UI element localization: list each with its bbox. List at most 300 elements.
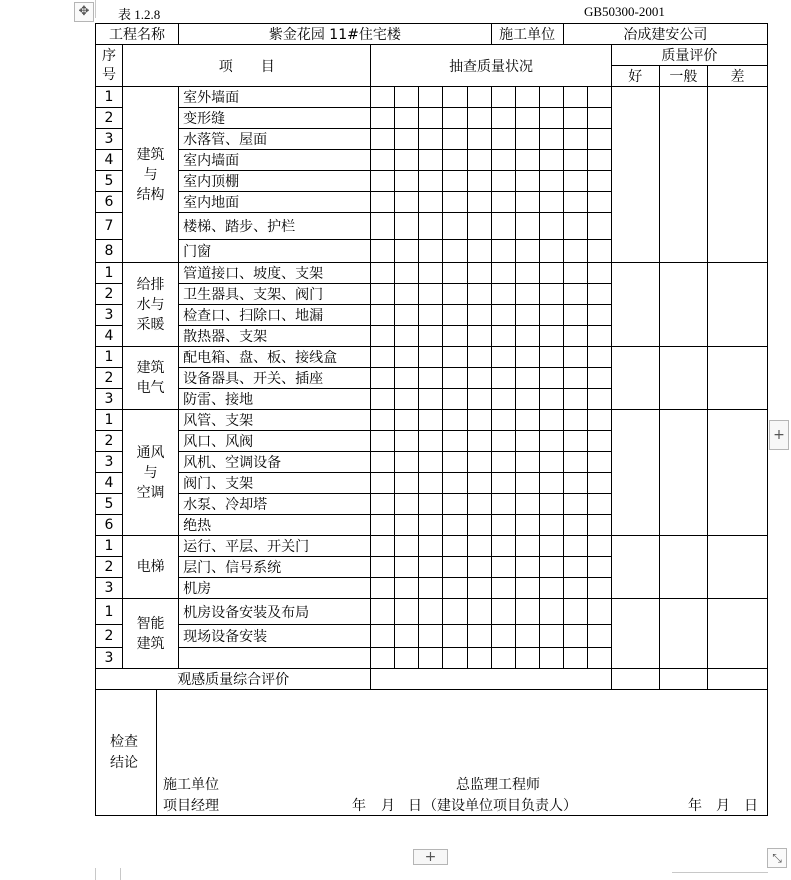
sampling-cell[interactable] (539, 171, 563, 192)
sampling-cell[interactable] (563, 213, 587, 240)
sampling-cell[interactable] (371, 557, 395, 578)
sampling-cell[interactable] (371, 171, 395, 192)
sampling-cell[interactable] (563, 368, 587, 389)
sampling-cell[interactable] (371, 129, 395, 150)
sampling-cell[interactable] (419, 473, 443, 494)
sampling-cell[interactable] (467, 431, 491, 452)
general-cell[interactable] (659, 263, 707, 347)
sampling-cell[interactable] (515, 108, 539, 129)
sampling-cell[interactable] (395, 599, 419, 625)
sampling-cell[interactable] (395, 557, 419, 578)
sampling-cell[interactable] (371, 389, 395, 410)
sampling-cell[interactable] (491, 150, 515, 171)
sampling-cell[interactable] (395, 368, 419, 389)
sampling-cell[interactable] (587, 473, 611, 494)
sampling-cell[interactable] (371, 625, 395, 648)
sampling-cell[interactable] (515, 240, 539, 263)
sampling-cell[interactable] (443, 515, 467, 536)
sampling-cell[interactable] (491, 263, 515, 284)
item-text: 层门、信号系统 (179, 557, 371, 578)
sampling-cell[interactable] (395, 431, 419, 452)
sampling-cell[interactable] (395, 213, 419, 240)
sampling-cell[interactable] (563, 389, 587, 410)
sampling-cell[interactable] (563, 431, 587, 452)
sampling-cell[interactable] (539, 578, 563, 599)
sampling-cell[interactable] (539, 347, 563, 368)
sampling-cell[interactable] (371, 494, 395, 515)
sampling-cell[interactable] (515, 87, 539, 108)
sampling-cell[interactable] (563, 452, 587, 473)
sampling-cell[interactable] (395, 347, 419, 368)
sampling-cell[interactable] (419, 599, 443, 625)
general-cell[interactable] (659, 536, 707, 599)
sampling-cell[interactable] (443, 171, 467, 192)
sampling-cell[interactable] (539, 368, 563, 389)
sampling-cell[interactable] (515, 171, 539, 192)
sampling-cell[interactable] (515, 625, 539, 648)
sampling-cell[interactable] (587, 648, 611, 669)
sampling-cell[interactable] (563, 305, 587, 326)
table-resize-icon[interactable]: ⤡ (767, 848, 787, 868)
sampling-cell[interactable] (587, 213, 611, 240)
sampling-cell[interactable] (587, 494, 611, 515)
sampling-cell[interactable] (371, 87, 395, 108)
sampling-cell[interactable] (371, 515, 395, 536)
sampling-cell[interactable] (515, 452, 539, 473)
sampling-cell[interactable] (395, 536, 419, 557)
sampling-cell[interactable] (419, 213, 443, 240)
sampling-cell[interactable] (395, 648, 419, 669)
sampling-cell[interactable] (539, 625, 563, 648)
sampling-cell[interactable] (515, 347, 539, 368)
sampling-cell[interactable] (515, 263, 539, 284)
sampling-cell[interactable] (371, 240, 395, 263)
sampling-cell[interactable] (371, 347, 395, 368)
sampling-cell[interactable] (419, 87, 443, 108)
sampling-cell[interactable] (539, 213, 563, 240)
sampling-cell[interactable] (419, 648, 443, 669)
sampling-cell[interactable] (515, 431, 539, 452)
sampling-cell[interactable] (587, 557, 611, 578)
sampling-cell[interactable] (491, 326, 515, 347)
sampling-cell[interactable] (467, 494, 491, 515)
sampling-cell[interactable] (419, 431, 443, 452)
sampling-cell[interactable] (467, 326, 491, 347)
sampling-cell[interactable] (371, 150, 395, 171)
sampling-cell[interactable] (467, 87, 491, 108)
sampling-cell[interactable] (539, 452, 563, 473)
sampling-cell[interactable] (587, 452, 611, 473)
sampling-cell[interactable] (491, 368, 515, 389)
sampling-cell[interactable] (491, 347, 515, 368)
sampling-cell[interactable] (539, 515, 563, 536)
sampling-cell[interactable] (371, 368, 395, 389)
sampling-cell[interactable] (587, 389, 611, 410)
sampling-cell[interactable] (419, 389, 443, 410)
sampling-cell[interactable] (539, 557, 563, 578)
general-cell[interactable] (659, 599, 707, 669)
sampling-cell[interactable] (467, 263, 491, 284)
sampling-cell[interactable] (371, 410, 395, 431)
sampling-cell[interactable] (371, 284, 395, 305)
sampling-cell[interactable] (539, 536, 563, 557)
sampling-cell[interactable] (563, 284, 587, 305)
sampling-cell[interactable] (587, 192, 611, 213)
sampling-cell[interactable] (443, 284, 467, 305)
sampling-cell[interactable] (419, 494, 443, 515)
sampling-cell[interactable] (587, 326, 611, 347)
sampling-cell[interactable] (563, 578, 587, 599)
sampling-cell[interactable] (419, 536, 443, 557)
sampling-cell[interactable] (563, 410, 587, 431)
good-cell[interactable] (611, 87, 659, 263)
sampling-cell[interactable] (443, 305, 467, 326)
sampling-cell[interactable] (587, 240, 611, 263)
sampling-cell[interactable] (419, 305, 443, 326)
sampling-cell[interactable] (539, 87, 563, 108)
poor-cell[interactable] (707, 536, 767, 599)
sampling-cell[interactable] (515, 410, 539, 431)
sampling-cell[interactable] (563, 347, 587, 368)
sampling-cell[interactable] (443, 494, 467, 515)
sampling-cell[interactable] (443, 326, 467, 347)
sampling-cell[interactable] (443, 389, 467, 410)
table-move-handle-icon[interactable]: ✥ (74, 2, 94, 22)
sampling-cell[interactable] (419, 515, 443, 536)
sampling-cell[interactable] (467, 648, 491, 669)
poor-cell[interactable] (707, 263, 767, 347)
sampling-cell[interactable] (467, 452, 491, 473)
sampling-cell[interactable] (539, 599, 563, 625)
sampling-cell[interactable] (491, 599, 515, 625)
sampling-cell[interactable] (539, 389, 563, 410)
sampling-cell[interactable] (467, 599, 491, 625)
sampling-cell[interactable] (491, 494, 515, 515)
sampling-cell[interactable] (467, 368, 491, 389)
sampling-cell[interactable] (515, 473, 539, 494)
poor-cell[interactable] (707, 87, 767, 263)
sampling-cell[interactable] (467, 625, 491, 648)
sampling-cell[interactable] (395, 494, 419, 515)
sampling-cell[interactable] (587, 599, 611, 625)
add-column-button[interactable]: + (769, 420, 789, 450)
sampling-cell[interactable] (515, 213, 539, 240)
sampling-cell[interactable] (467, 536, 491, 557)
overall-general-cell[interactable] (659, 669, 707, 690)
sampling-cell[interactable] (371, 263, 395, 284)
sampling-cell[interactable] (443, 108, 467, 129)
sampling-cell[interactable] (587, 108, 611, 129)
sampling-cell[interactable] (491, 578, 515, 599)
sampling-cell[interactable] (515, 599, 539, 625)
sampling-cell[interactable] (467, 192, 491, 213)
sampling-cell[interactable] (491, 213, 515, 240)
sampling-cell[interactable] (491, 129, 515, 150)
sampling-cell[interactable] (539, 305, 563, 326)
sampling-cell[interactable] (491, 452, 515, 473)
sampling-cell[interactable] (491, 171, 515, 192)
sampling-cell[interactable] (539, 263, 563, 284)
sampling-cell[interactable] (467, 389, 491, 410)
sampling-cell[interactable] (395, 87, 419, 108)
sampling-cell[interactable] (443, 452, 467, 473)
sampling-cell[interactable] (443, 368, 467, 389)
poor-cell[interactable] (707, 599, 767, 669)
sampling-cell[interactable] (539, 410, 563, 431)
sampling-cell[interactable] (467, 213, 491, 240)
sampling-cell[interactable] (443, 625, 467, 648)
sampling-cell[interactable] (371, 108, 395, 129)
sampling-cell[interactable] (563, 557, 587, 578)
sampling-cell[interactable] (491, 625, 515, 648)
sampling-cell[interactable] (395, 515, 419, 536)
sampling-cell[interactable] (515, 494, 539, 515)
sampling-cell[interactable] (419, 578, 443, 599)
sampling-cell[interactable] (371, 452, 395, 473)
sampling-cell[interactable] (587, 431, 611, 452)
sampling-cell[interactable] (419, 171, 443, 192)
sampling-cell[interactable] (467, 473, 491, 494)
sampling-cell[interactable] (563, 494, 587, 515)
sampling-cell[interactable] (515, 578, 539, 599)
sampling-cell[interactable] (587, 347, 611, 368)
add-row-button[interactable]: + (413, 849, 448, 865)
sampling-cell[interactable] (515, 648, 539, 669)
general-cell[interactable] (659, 87, 707, 263)
sampling-cell[interactable] (395, 625, 419, 648)
sampling-cell[interactable] (467, 284, 491, 305)
sampling-cell[interactable] (419, 326, 443, 347)
sampling-cell[interactable] (563, 599, 587, 625)
general-cell[interactable] (659, 410, 707, 536)
sampling-cell[interactable] (491, 431, 515, 452)
sampling-cell[interactable] (539, 150, 563, 171)
sampling-cell[interactable] (491, 515, 515, 536)
sampling-cell[interactable] (371, 431, 395, 452)
sampling-cell[interactable] (491, 87, 515, 108)
sampling-cell[interactable] (395, 452, 419, 473)
sampling-cell[interactable] (443, 578, 467, 599)
sampling-cell[interactable] (419, 368, 443, 389)
sampling-cell[interactable] (587, 578, 611, 599)
sampling-cell[interactable] (443, 87, 467, 108)
sampling-cell[interactable] (395, 473, 419, 494)
sampling-cell[interactable] (467, 129, 491, 150)
sampling-cell[interactable] (539, 108, 563, 129)
sampling-cell[interactable] (491, 557, 515, 578)
general-cell[interactable] (659, 347, 707, 410)
sampling-cell[interactable] (443, 599, 467, 625)
sampling-cell[interactable] (419, 284, 443, 305)
sampling-cell[interactable] (419, 557, 443, 578)
sampling-cell[interactable] (443, 431, 467, 452)
sampling-cell[interactable] (515, 326, 539, 347)
sampling-cell[interactable] (491, 410, 515, 431)
sampling-cell[interactable] (563, 108, 587, 129)
sampling-cell[interactable] (467, 515, 491, 536)
sampling-cell[interactable] (395, 240, 419, 263)
sampling-cell[interactable] (443, 648, 467, 669)
sampling-cell[interactable] (443, 213, 467, 240)
sampling-cell[interactable] (395, 578, 419, 599)
sampling-cell[interactable] (467, 171, 491, 192)
sampling-cell[interactable] (371, 473, 395, 494)
sampling-cell[interactable] (539, 129, 563, 150)
sampling-cell[interactable] (539, 192, 563, 213)
sampling-cell[interactable] (467, 410, 491, 431)
sampling-cell[interactable] (491, 192, 515, 213)
sampling-cell[interactable] (419, 129, 443, 150)
sampling-cell[interactable] (491, 240, 515, 263)
sampling-cell[interactable] (443, 347, 467, 368)
sampling-cell[interactable] (587, 150, 611, 171)
sampling-cell[interactable] (467, 578, 491, 599)
sampling-cell[interactable] (563, 625, 587, 648)
sampling-cell[interactable] (419, 263, 443, 284)
sampling-cell[interactable] (563, 87, 587, 108)
sampling-cell[interactable] (515, 150, 539, 171)
sampling-cell[interactable] (515, 368, 539, 389)
sampling-cell[interactable] (587, 368, 611, 389)
sampling-cell[interactable] (371, 213, 395, 240)
sampling-cell[interactable] (395, 263, 419, 284)
good-cell[interactable] (611, 347, 659, 410)
good-cell[interactable] (611, 599, 659, 669)
conclusion-cell[interactable] (96, 690, 768, 816)
sampling-cell[interactable] (587, 171, 611, 192)
sampling-cell[interactable] (563, 648, 587, 669)
sampling-cell[interactable] (587, 263, 611, 284)
sampling-cell[interactable] (587, 536, 611, 557)
sampling-cell[interactable] (467, 347, 491, 368)
good-cell[interactable] (611, 263, 659, 347)
sampling-cell[interactable] (443, 129, 467, 150)
sampling-cell[interactable] (563, 192, 587, 213)
sampling-cell[interactable] (395, 326, 419, 347)
sampling-cell[interactable] (443, 536, 467, 557)
sampling-cell[interactable] (443, 240, 467, 263)
sampling-cell[interactable] (419, 347, 443, 368)
sampling-cell[interactable] (395, 410, 419, 431)
sampling-cell[interactable] (539, 240, 563, 263)
sampling-cell[interactable] (587, 129, 611, 150)
sampling-cell[interactable] (419, 452, 443, 473)
sampling-cell[interactable] (563, 150, 587, 171)
sampling-cell[interactable] (563, 326, 587, 347)
sampling-cell[interactable] (443, 557, 467, 578)
sampling-cell[interactable] (563, 263, 587, 284)
sampling-cell[interactable] (587, 87, 611, 108)
sampling-cell[interactable] (395, 171, 419, 192)
sampling-cell[interactable] (395, 150, 419, 171)
sampling-cell[interactable] (371, 599, 395, 625)
sampling-cell[interactable] (563, 129, 587, 150)
sampling-cell[interactable] (467, 240, 491, 263)
sampling-cell[interactable] (515, 192, 539, 213)
poor-cell[interactable] (707, 410, 767, 536)
project-name-value[interactable]: 紫金花园 11#住宅楼 (179, 24, 491, 45)
sampling-cell[interactable] (587, 410, 611, 431)
sampling-cell[interactable] (515, 389, 539, 410)
sampling-cell[interactable] (467, 305, 491, 326)
sampling-cell[interactable] (395, 192, 419, 213)
sampling-cell[interactable] (563, 240, 587, 263)
sampling-cell[interactable] (419, 240, 443, 263)
sampling-cell[interactable] (395, 108, 419, 129)
poor-cell[interactable] (707, 347, 767, 410)
sampling-cell[interactable] (443, 410, 467, 431)
sampling-cell[interactable] (563, 473, 587, 494)
sampling-cell[interactable] (515, 284, 539, 305)
sampling-cell[interactable] (467, 150, 491, 171)
sampling-cell[interactable] (467, 108, 491, 129)
good-cell[interactable] (611, 410, 659, 536)
sampling-cell[interactable] (371, 578, 395, 599)
sampling-cell[interactable] (539, 326, 563, 347)
sampling-cell[interactable] (395, 389, 419, 410)
overall-poor-cell[interactable] (707, 669, 767, 690)
sampling-cell[interactable] (563, 515, 587, 536)
overall-good-cell[interactable] (611, 669, 659, 690)
sampling-cell[interactable] (515, 536, 539, 557)
sampling-cell[interactable] (587, 625, 611, 648)
good-cell[interactable] (611, 536, 659, 599)
overall-sampling-cell[interactable] (371, 669, 611, 690)
sampling-cell[interactable] (587, 515, 611, 536)
sampling-cell[interactable] (539, 431, 563, 452)
sampling-cell[interactable] (563, 171, 587, 192)
sampling-cell[interactable] (539, 648, 563, 669)
sampling-cell[interactable] (515, 557, 539, 578)
sampling-cell[interactable] (371, 192, 395, 213)
sampling-cell[interactable] (515, 129, 539, 150)
sampling-cell[interactable] (539, 284, 563, 305)
sampling-cell[interactable] (419, 625, 443, 648)
sampling-cell[interactable] (395, 284, 419, 305)
sampling-cell[interactable] (491, 536, 515, 557)
sampling-cell[interactable] (491, 284, 515, 305)
sampling-cell[interactable] (395, 305, 419, 326)
sampling-cell[interactable] (395, 129, 419, 150)
sampling-cell[interactable] (419, 192, 443, 213)
sampling-cell[interactable] (443, 150, 467, 171)
sampling-cell[interactable] (563, 536, 587, 557)
sampling-cell[interactable] (467, 557, 491, 578)
sampling-cell[interactable] (443, 192, 467, 213)
sampling-cell[interactable] (419, 150, 443, 171)
sampling-cell[interactable] (371, 305, 395, 326)
sampling-cell[interactable] (371, 648, 395, 669)
sampling-cell[interactable] (371, 536, 395, 557)
sampling-cell[interactable] (443, 473, 467, 494)
sampling-cell[interactable] (443, 263, 467, 284)
sampling-cell[interactable] (491, 473, 515, 494)
sampling-cell[interactable] (587, 305, 611, 326)
sampling-cell[interactable] (491, 648, 515, 669)
sampling-cell[interactable] (491, 389, 515, 410)
sampling-cell[interactable] (371, 326, 395, 347)
sampling-cell[interactable] (515, 305, 539, 326)
sampling-cell[interactable] (419, 108, 443, 129)
contractor-value[interactable]: 冶成建安公司 (563, 24, 767, 45)
sampling-cell[interactable] (539, 473, 563, 494)
sampling-cell[interactable] (515, 515, 539, 536)
sampling-cell[interactable] (539, 494, 563, 515)
sampling-cell[interactable] (419, 410, 443, 431)
sampling-cell[interactable] (491, 305, 515, 326)
sampling-cell[interactable] (587, 284, 611, 305)
sampling-cell[interactable] (491, 108, 515, 129)
